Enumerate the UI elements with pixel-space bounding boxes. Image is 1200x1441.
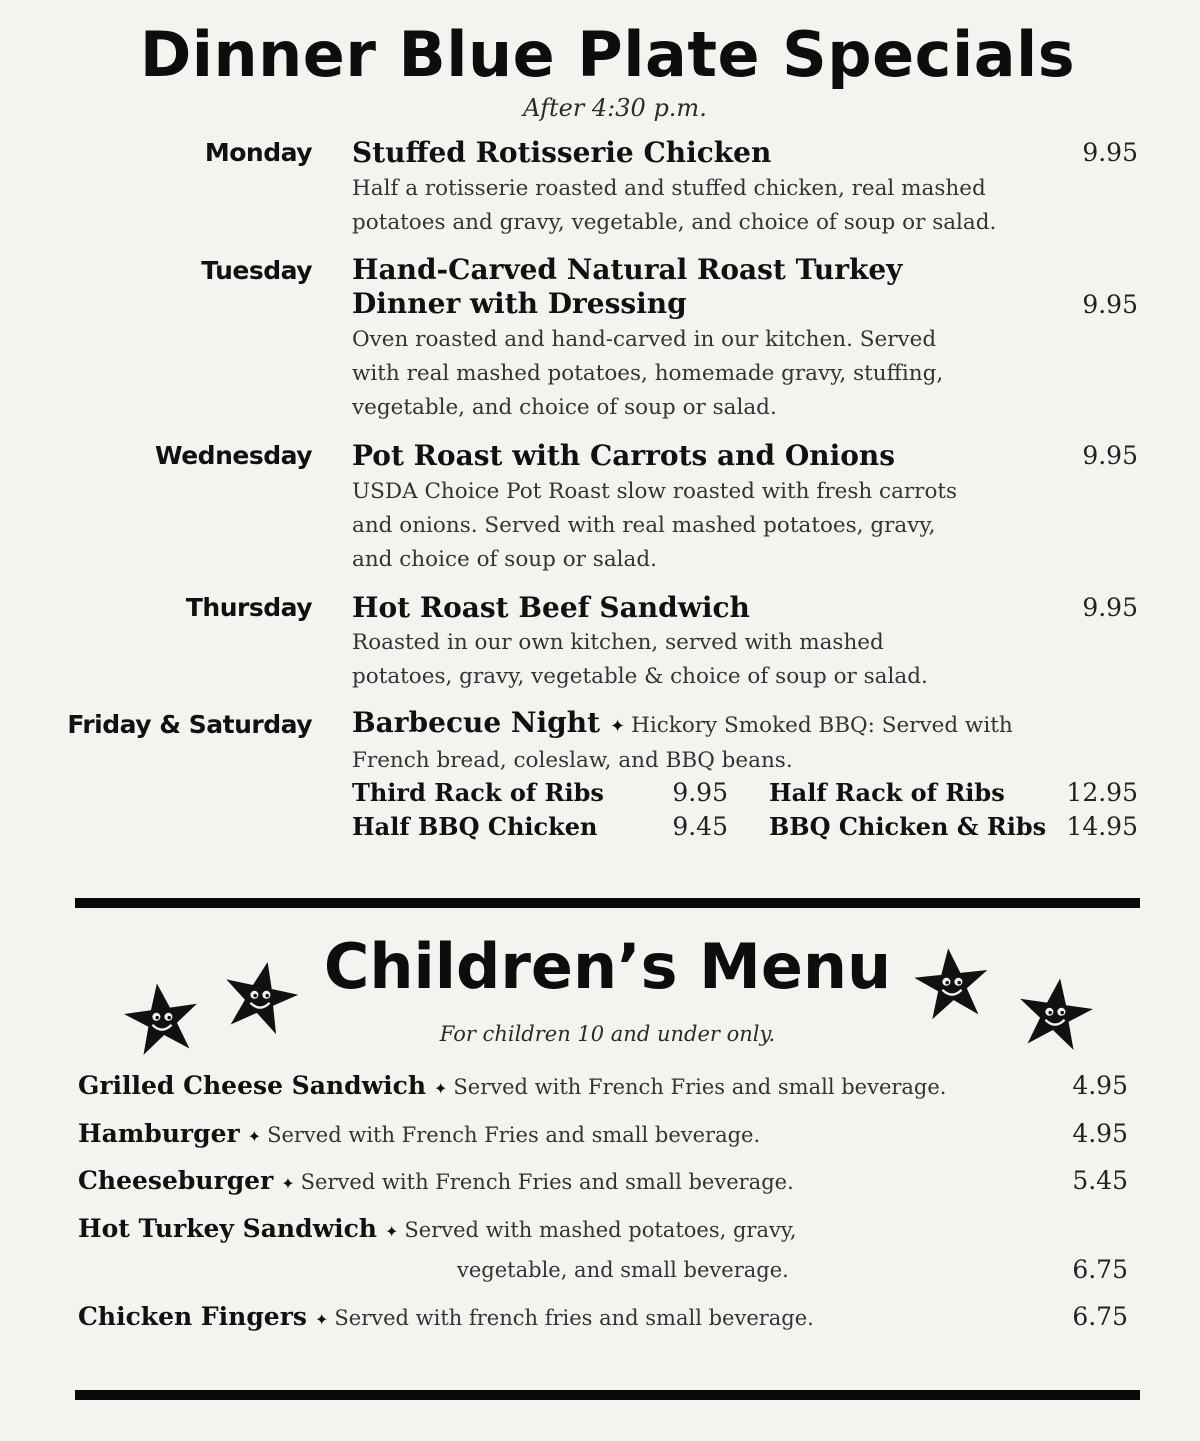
price-thursday: 9.95 (1082, 593, 1138, 622)
diamond-bullet-icon: ✦ (314, 1310, 329, 1329)
kids-item-desc: Served with French Fries and small beverage. (453, 1075, 947, 1099)
childrens-menu-subtitle: For children 10 and under only. (439, 1022, 776, 1046)
desc-line: potatoes and gravy, vegetable, and choice of soup or salad. (352, 210, 997, 235)
kids-item-name: Hamburger (78, 1119, 240, 1148)
day-label-thursday: Thursday (185, 593, 312, 622)
kids-item-price: 4.95 (1072, 1071, 1128, 1100)
bbq-option-name: Half Rack of Ribs (769, 778, 1005, 807)
desc-line: and choice of soup or salad. (352, 547, 657, 572)
desc-line: Half a rotisserie roasted and stuffed chicken, real mashed (352, 176, 986, 201)
diamond-bullet-icon: ✦ (610, 716, 626, 737)
kids-item-desc-continued: vegetable, and small beverage. (457, 1258, 789, 1282)
kids-item-name: Cheeseburger (78, 1166, 274, 1195)
bbq-desc: French bread, coleslaw, and BBQ beans. (352, 748, 793, 773)
bbq-option-price: 12.95 (1066, 778, 1138, 807)
bottom-divider (75, 1390, 1140, 1400)
kids-item-desc: Served with French Fries and small beverage. (267, 1123, 761, 1147)
bbq-inline-desc: Hickory Smoked BBQ: Served with (631, 713, 1013, 738)
kids-item-desc: Served with french fries and small beverage. (334, 1306, 814, 1330)
kids-item-desc: Served with mashed potatoes, gravy, (404, 1218, 797, 1242)
page-title: Dinner Blue Plate Specials (139, 18, 1076, 91)
desc-line: potatoes, gravy, vegetable & choice of soup or salad. (352, 664, 928, 689)
dish-desc-wednesday (352, 475, 1072, 577)
day-label-tuesday: Tuesday (201, 256, 312, 285)
page-subtitle: After 4:30 p.m. (523, 94, 707, 122)
price-monday: 9.95 (1082, 138, 1138, 167)
desc-line: Oven roasted and hand-carved in our kitchen. Served (352, 327, 937, 352)
smiling-star-icon (912, 945, 992, 1025)
desc-line: with real mashed potatoes, homemade gravy, stuffing, (352, 361, 944, 386)
kids-item-name: Hot Turkey Sandwich (78, 1214, 377, 1243)
price-wednesday: 9.95 (1082, 441, 1138, 470)
day-label-friday-saturday: Friday & Saturday (67, 710, 312, 739)
diamond-bullet-icon: ✦ (385, 1222, 399, 1241)
kids-item-price: 5.45 (1072, 1166, 1128, 1195)
kids-item-hot-turkey (78, 1214, 797, 1243)
diamond-bullet-icon: ✦ (247, 1127, 262, 1146)
dish-name-thursday: Hot Roast Beef Sandwich (352, 591, 750, 624)
price-tuesday: 9.95 (1082, 290, 1138, 319)
bbq-option-name: BBQ Chicken & Ribs (769, 812, 1047, 841)
bbq-option-price: 14.95 (1066, 812, 1138, 841)
dish-name-tuesday (352, 253, 902, 321)
dish-desc-tuesday (352, 323, 1072, 425)
desc-line: and onions. Served with real mashed potatoes, gravy, (352, 513, 936, 538)
dish-name-wednesday: Pot Roast with Carrots and Onions (352, 439, 896, 472)
dish-desc-thursday (352, 626, 1072, 694)
dish-name-line: Hand-Carved Natural Roast Turkey (352, 253, 903, 286)
kids-item-price: 6.75 (1072, 1302, 1128, 1331)
dish-name-barbecue-night: Barbecue Night (352, 706, 601, 739)
kids-item-cheeseburger (78, 1166, 794, 1195)
kids-item-hamburger (78, 1119, 760, 1148)
bbq-option-price: 9.45 (672, 812, 728, 841)
desc-line: USDA Choice Pot Roast slow roasted with fresh carrots (352, 479, 958, 504)
kids-item-price: 6.75 (1072, 1255, 1128, 1284)
kids-item-desc: Served with French Fries and small beverage. (300, 1170, 794, 1194)
bbq-option-name: Third Rack of Ribs (352, 778, 604, 807)
bbq-option-price: 9.95 (672, 778, 728, 807)
childrens-menu-title: Children’s Menu (323, 930, 892, 1003)
kids-item-grilled-cheese (78, 1071, 946, 1100)
bbq-option-name: Half BBQ Chicken (352, 812, 598, 841)
kids-item-price: 4.95 (1072, 1119, 1128, 1148)
kids-item-name: Grilled Cheese Sandwich (78, 1071, 426, 1100)
day-label-wednesday: Wednesday (155, 441, 312, 470)
dish-name-monday: Stuffed Rotisserie Chicken (352, 136, 772, 169)
dish-name-line: Dinner with Dressing (352, 287, 687, 320)
kids-item-chicken-fingers (78, 1302, 814, 1331)
dish-desc-monday (352, 172, 1072, 240)
diamond-bullet-icon: ✦ (434, 1079, 448, 1098)
desc-line: Roasted in our own kitchen, served with mashed (352, 630, 884, 655)
bbq-heading-line (352, 706, 1013, 739)
desc-line: vegetable, and choice of soup or salad. (352, 395, 777, 420)
section-divider (75, 898, 1140, 908)
day-label-monday: Monday (204, 138, 312, 167)
kids-item-name: Chicken Fingers (78, 1302, 307, 1331)
diamond-bullet-icon: ✦ (281, 1174, 295, 1193)
